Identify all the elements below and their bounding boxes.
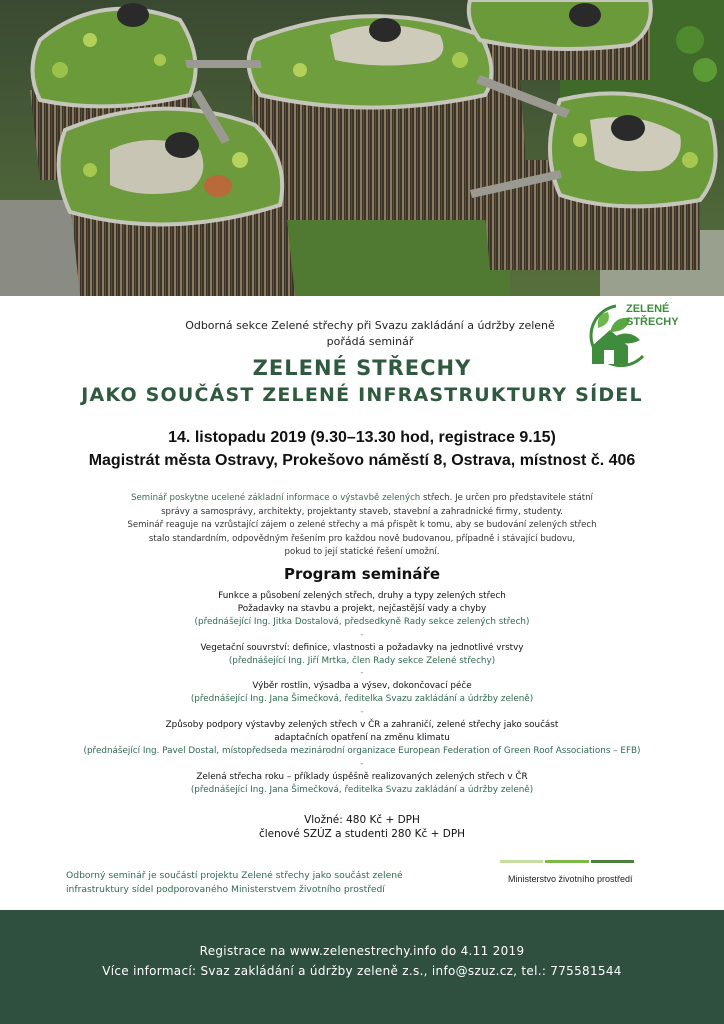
footer [0, 910, 724, 1024]
event-place: Magistrát města Ostravy, Prokešovo náměstí 8, Ostrava, místnost č. 406 [88, 452, 636, 469]
intro-line-5: pokud to její statické řešení umožní. [284, 547, 440, 558]
organizer-line-1: Odborná sekce Zelené střechy při Svazu zakládání a údržby zeleně [185, 319, 555, 332]
title-line-2: JAKO SOUČÁST ZELENÉ INFRASTRUKTURY SÍDEL [81, 384, 643, 406]
program-separator: - [360, 629, 364, 640]
logo-line-2: STŘECHY [626, 316, 679, 328]
organizer-line-2: pořádá seminář [326, 335, 414, 348]
ministry-logo [500, 860, 634, 884]
intro-line-1 [100, 492, 624, 506]
program-item-lecturer: (přednášející Ing. Jiří Mrtka, člen Rady sekce Zelené střechy) [228, 655, 496, 666]
title-line-1: ZELENÉ STŘECHY [252, 356, 472, 380]
program-item-lecturer: (přednášející Ing. Jana Šimečková, ředitelka Svazu zakládání a údržby zeleně) [190, 694, 534, 705]
ministry-bar-3 [591, 860, 634, 863]
program-item-lecturer: (přednášející Ing. Jitka Dostalová, předsedkyně Rady sekce zelených střech) [194, 616, 530, 627]
project-note-line-2: infrastruktury sídel podporovaného Ministerstvem životního prostředí [66, 884, 385, 895]
ministry-label: Ministerstvo životního prostředí [508, 874, 633, 884]
intro-line-2: správy a samosprávy, architekty, projektanty staveb, stavební a zahradnické firmy, studenty. [161, 506, 563, 517]
program-separator: - [360, 707, 364, 718]
program-item-title: Zelená střecha roku – příklady úspěšně realizovaných zelených střech v ČR [196, 771, 528, 782]
program-item-lecturer: (přednášející Ing. Pavel Dostal, místopředseda mezinárodní organizace European Federation of Green Roof Associations – EFB) [83, 745, 641, 756]
program-item-title: Vegetační souvrství: definice, vlastnosti a požadavky na jednotlivé vrstvy [200, 642, 524, 653]
program-item-2 [30, 642, 694, 668]
ministry-bar-2 [545, 860, 588, 863]
project-note-line-1: Odborný seminář je součástí projektu Zelené střechy jako součást zelené [66, 870, 403, 881]
event-date: 14. listopadu 2019 (9.30–13.30 hod, registrace 9.15) [168, 429, 556, 446]
footer-registration: Registrace na www.zelenestrechy.info do 4.11 2019 [199, 944, 525, 958]
program-item-title: adaptačních opatření na změnu klimatu [274, 732, 450, 743]
logo-line-1: ZELENÉ [626, 303, 670, 315]
intro-line-1-rest: střech. Je určen pro představitele státní [420, 493, 593, 503]
program-item-lecturer: (přednášející Ing. Jana Šimečková, ředitelka Svazu zakládání a údržby zeleně) [190, 784, 534, 795]
intro-paragraph [100, 492, 624, 560]
fee-line-2: členové SZÚZ a studenti 280 Kč + DPH [258, 828, 466, 840]
program-separator: - [360, 758, 364, 769]
program-heading: Program semináře [283, 565, 441, 583]
header-photo [0, 0, 724, 296]
aerial-photo-green-roof-buildings-icon [0, 0, 724, 296]
project-note [66, 869, 466, 897]
program-item-4 [30, 719, 694, 758]
organizer-text [150, 318, 590, 350]
ministry-bar-1 [500, 860, 543, 863]
program-item-1 [30, 590, 694, 629]
program-item-5 [30, 771, 694, 797]
program-separator: - [360, 668, 364, 679]
program-list [30, 590, 694, 797]
fees [0, 813, 724, 841]
intro-line-1-accent: Seminář poskytne ucelené základní informace o výstavbě zelených [131, 493, 421, 503]
program-item-title: Způsoby podpory výstavby zelených střech v ČR a zahraničí, zelené střechy jako součást [165, 720, 559, 731]
program-item-title: Požadavky na stavbu a projekt, nejčastější vady a chyby [237, 603, 487, 614]
intro-line-3: Seminář reaguje na vzrůstající zájem o zelené střechy a má přispět k tomu, aby se budování zelených střech [127, 520, 597, 531]
intro-line-4: stalo standardním, odpovědným řešením pro každou nově budovanou, případně i stávající budovu, [148, 533, 576, 544]
program-item-3 [30, 680, 694, 706]
ministry-color-bars [500, 860, 634, 863]
footer-contact: Více informací: Svaz zakládání a údržby zeleně z.s., info@szuz.cz, tel.: 775581544 [102, 964, 622, 978]
program-item-title: Výběr rostlin, výsadba a výsev, dokončovací péče [252, 681, 472, 692]
program-item-title: Funkce a působení zelených střech, druhy a typy zelených střech [218, 591, 506, 601]
fee-line-1: Vložné: 480 Kč + DPH [304, 814, 420, 826]
